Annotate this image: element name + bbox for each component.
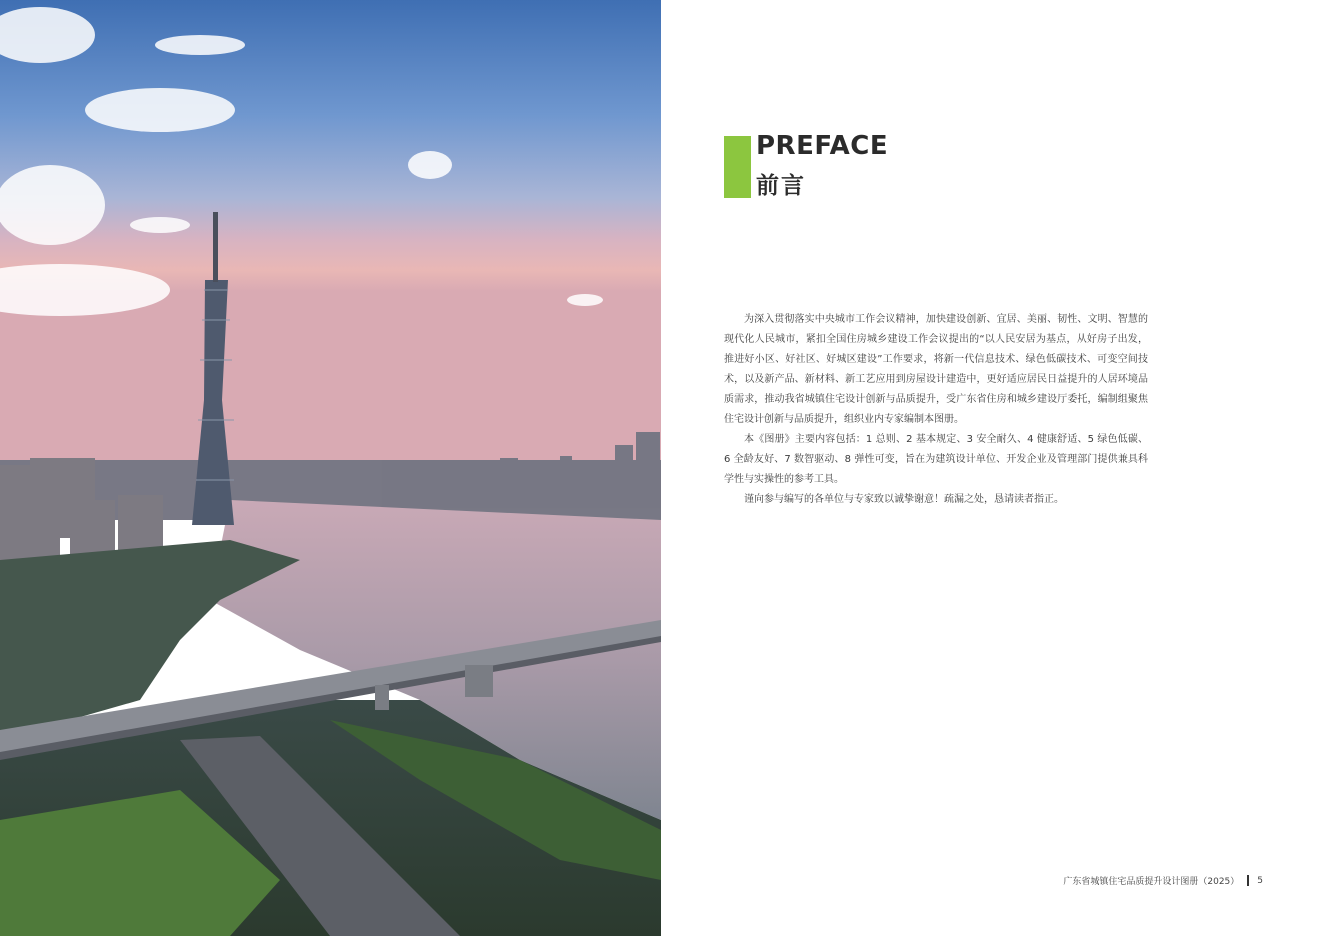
heading-english: PREFACE (756, 131, 889, 161)
preface-body (724, 310, 1148, 510)
cover-photo (0, 0, 661, 936)
heading-accent-bar (724, 136, 751, 198)
preface-paragraph-3: 谨向参与编写的各单位与专家致以诚挚谢意！疏漏之处，恳请读者指正。 (744, 494, 1064, 505)
footer-book-title: 广东省城镇住宅品质提升设计图册（2025） (1063, 877, 1240, 887)
page-footer (1063, 874, 1263, 887)
page-number: 5 (1257, 875, 1263, 886)
heading-chinese: 前言 (756, 173, 806, 199)
footer-separator (1247, 875, 1249, 886)
preface-paragraph-1: 为深入贯彻落实中央城市工作会议精神，加快建设创新、宜居、美丽、韧性、文明、智慧的现代化人民城市，紧扣全国住房城乡建设工作会议提出的“以人民安居为基点，从好房子出发，推进好小区、好社区、好城区建设”工作要求，将新一代信息技术、绿色低碳技术、可变空间技术，以及新产品、新材料、新工艺应用到房屋设计建造中，更好适应居民日益提升的人居环境品质需求，推动我省城镇住宅设计创新与品质提升，受广东省住房和城乡建设厅委托，编制组聚焦住宅设计创新与品质提升，组织业内专家编制本图册。 (724, 314, 1148, 425)
preface-paragraph-2: 本《图册》主要内容包括：1 总则、2 基本规定、3 安全耐久、4 健康舒适、5 绿色低碳、6 全龄友好、7 数智驱动、8 弹性可变，旨在为建筑设计单位、开发企业及管理部门提供兼具科学性与实操性的参考工具。 (724, 434, 1148, 485)
